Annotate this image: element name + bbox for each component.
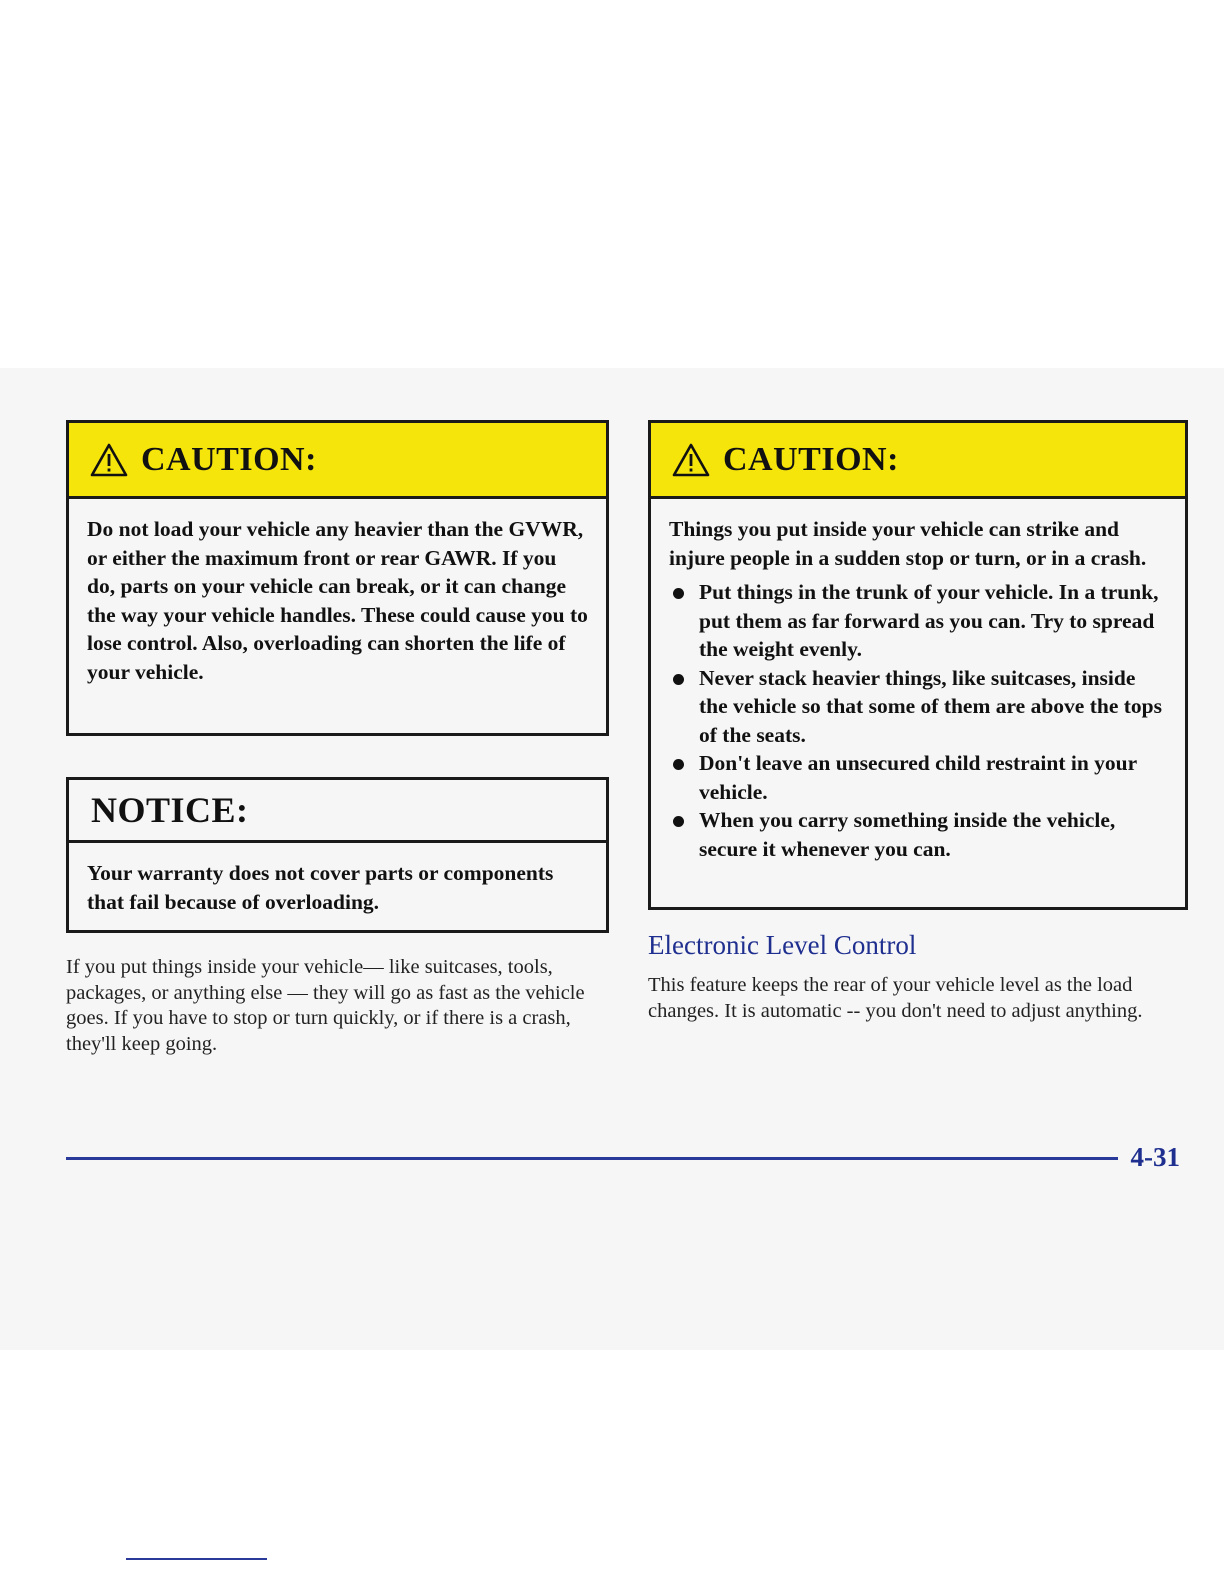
list-item: Put things in the trunk of your vehicle. In a trunk, put them as far forward as you can. Try to spread the weight evenly. [669,578,1167,664]
notice-body: Your warranty does not cover parts or components that fail because of overloading. [87,861,554,914]
notice-title: NOTICE: [91,790,249,830]
bullet-icon [673,588,684,599]
overloading-paragraph: If you put things inside your vehicle— like suitcases, tools, packages, or anything else — they will go as fast as the vehicle goes. If you have to stop or turn quickly, or if there is a crash, they'll keep going. [66,956,585,1055]
notice-header [69,780,606,843]
list-item: Don't leave an unsecured child restraint in your vehicle. [669,749,1167,806]
section-body: This feature keeps the rear of your vehicle level as the load changes. It is automatic -- you don't need to adjust anything. [648,974,1143,1022]
caution-bullet-list [669,578,1167,863]
bullet-icon [673,674,684,685]
notice-box [66,777,609,933]
warning-triangle-icon [89,442,129,478]
caution-title: CAUTION: [723,440,899,478]
warning-triangle-icon [671,442,711,478]
caution-intro: Things you put inside your vehicle can strike and injure people in a sudden stop or turn, or in a crash. [669,517,1147,570]
caution-box-left [66,420,609,736]
caution-body [651,499,1185,863]
list-item: Never stack heavier things, like suitcases, inside the vehicle so that some of them are above the tops of the seats. [669,664,1167,750]
page-number: 4-31 [1130,1142,1180,1172]
bullet-icon [673,759,684,770]
bullet-icon [673,816,684,827]
caution-body: Do not load your vehicle any heavier than the GVWR, or either the maximum front or rear GAWR. If you do, parts on your vehicle can break, or it can change the way your vehicle handles. These could cause you to lose control. Also, overloading can shorten the life of your vehicle. [87,517,588,684]
caution-header [651,423,1185,499]
bottom-line [126,1558,267,1560]
caution-title: CAUTION: [141,440,317,478]
caution-header [69,423,606,499]
footer-rule [66,1157,1118,1160]
caution-box-right [648,420,1188,910]
list-item: When you carry something inside the vehicle, secure it whenever you can. [669,806,1167,863]
section-heading: Electronic Level Control [648,930,917,960]
